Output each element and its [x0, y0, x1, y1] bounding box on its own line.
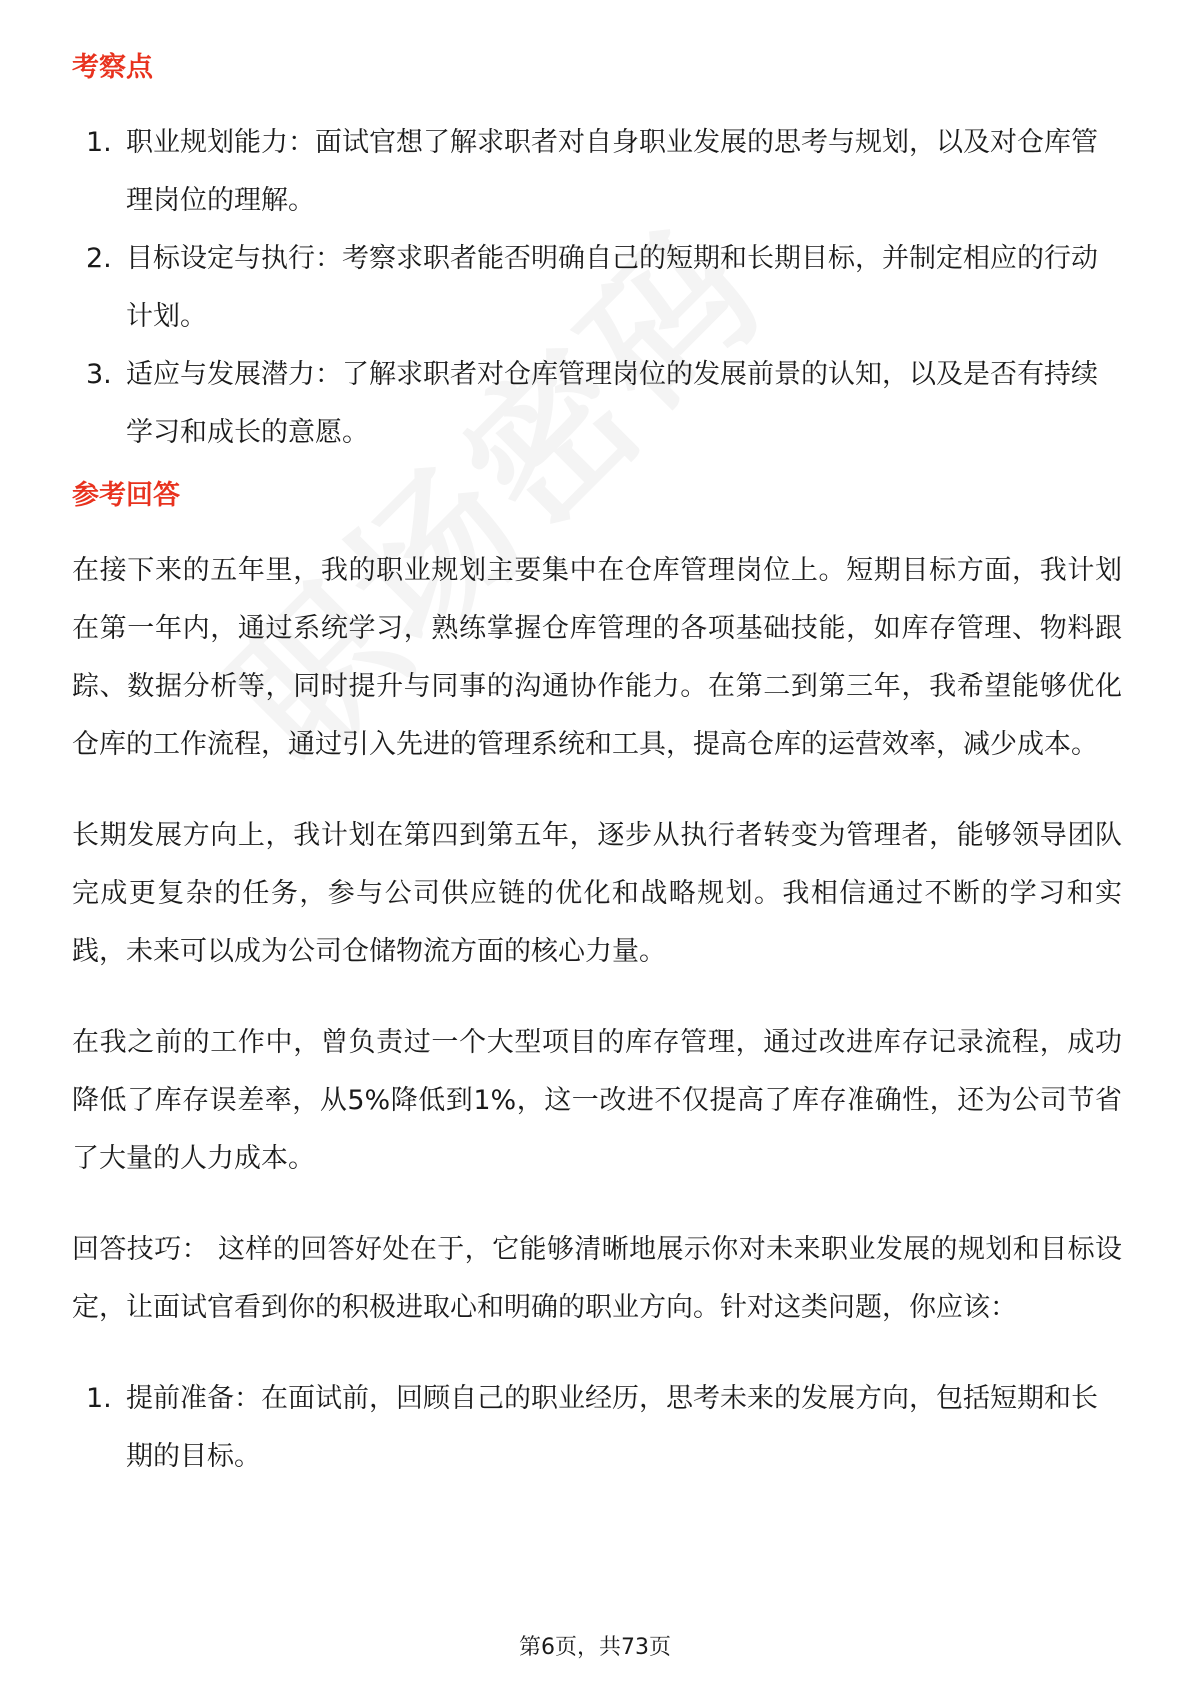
tips-list: [72, 1370, 1122, 1486]
list-item-text: 职业规划能力：面试官想了解求职者对自身职业发展的思考与规划，以及对仓库管理岗位的理解。: [126, 127, 1098, 216]
section-title-points: 考察点: [72, 52, 153, 83]
list-number: 2.: [86, 243, 112, 274]
list-item: [72, 1370, 1122, 1486]
list-item-text: 提前准备：在面试前，回顾自己的职业经历，思考未来的发展方向，包括短期和长期的目标。: [126, 1383, 1098, 1472]
points-list: [72, 114, 1122, 462]
answer-paragraph: 在我之前的工作中，曾负责过一个大型项目的库存管理，通过改进库存记录流程，成功降低了库存误差率，从5%降低到1%，这一改进不仅提高了库存准确性，还为公司节省了大量的人力成本。: [72, 1027, 1122, 1174]
list-number: 3.: [86, 359, 112, 390]
list-item-text: 适应与发展潜力：了解求职者对仓库管理岗位的发展前景的认知，以及是否有持续学习和成长的意愿。: [126, 359, 1098, 448]
page-number-footer: 第6页，共73页: [519, 1635, 671, 1660]
answer-paragraph: 在接下来的五年里，我的职业规划主要集中在仓库管理岗位上。短期目标方面，我计划在第一年内，通过系统学习，熟练掌握仓库管理的各项基础技能，如库存管理、物料跟踪、数据分析等，同时提升与同事的沟通协作能力。在第二到第三年，我希望能够优化仓库的工作流程，通过引入先进的管理系统和工具，提高仓库的运营效率，减少成本。: [72, 555, 1122, 760]
list-number: 1.: [86, 127, 112, 158]
list-item: [72, 230, 1122, 346]
list-item: [72, 114, 1122, 230]
list-item: [72, 346, 1122, 462]
list-item-text: 目标设定与执行：考察求职者能否明确自己的短期和长期目标，并制定相应的行动计划。: [126, 243, 1098, 332]
section-title-answer: 参考回答: [72, 480, 180, 511]
list-number: 1.: [86, 1383, 112, 1414]
answer-paragraph: 长期发展方向上，我计划在第四到第五年，逐步从执行者转变为管理者，能够领导团队完成更复杂的任务，参与公司供应链的优化和战略规划。我相信通过不断的学习和实践，未来可以成为公司仓储物流方面的核心力量。: [72, 820, 1122, 967]
answer-tips-paragraph: 回答技巧： 这样的回答好处在于，它能够清晰地展示你对未来职业发展的规划和目标设定，让面试官看到你的积极进取心和明确的职业方向。针对这类问题，你应该：: [72, 1234, 1122, 1323]
page-content: [72, 48, 1122, 1486]
